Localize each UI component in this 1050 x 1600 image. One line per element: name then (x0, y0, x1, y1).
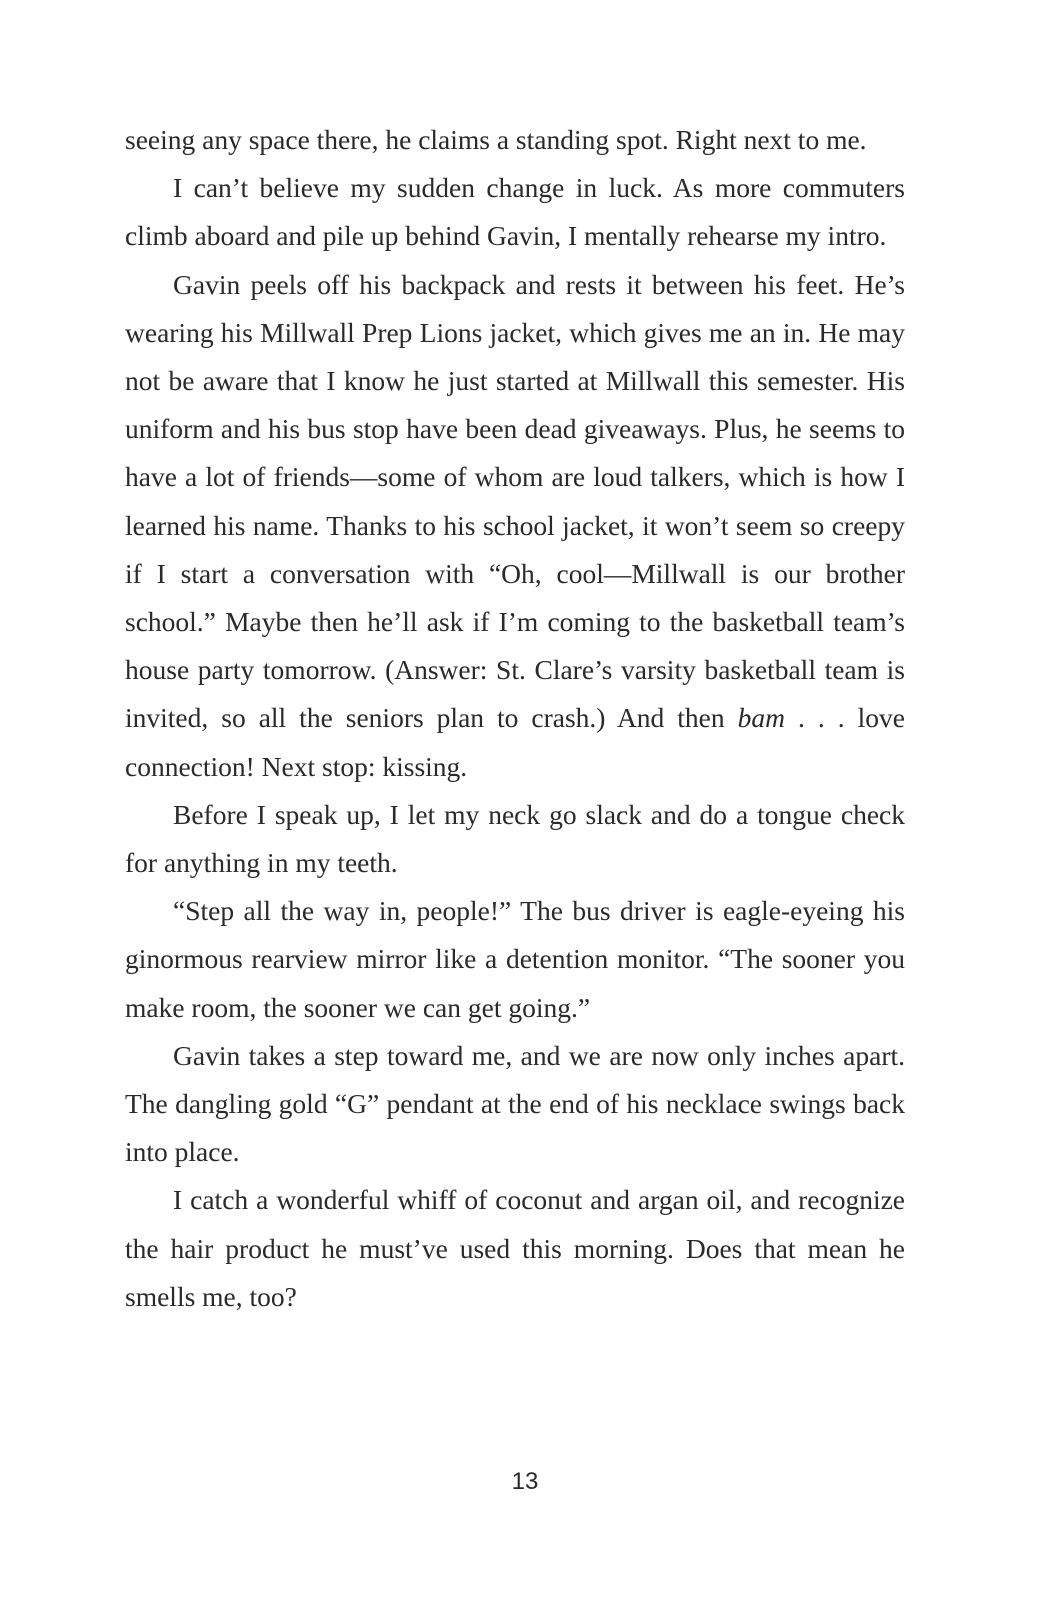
paragraph-5-text: “Step all the way in, people!” The bus driver is eagle-eyeing his ginormous rearview mirror like a detention monitor. “The sooner you make room, the sooner we can get going.” (125, 895, 905, 1023)
paragraph-7-text: I catch a wonderful whiff of coconut and argan oil, and recognize the hair product he must’ve used this morning. Does that mean he smells me, too? (125, 1184, 905, 1312)
paragraph-4-text: Before I speak up, I let my neck go slack and do a tongue check for anything in my teeth. (125, 798, 905, 879)
paragraph-3 (125, 261, 905, 791)
paragraph-3-text-after: . . . love connection! Next stop: kissing. (125, 702, 905, 782)
paragraph-1 (125, 116, 905, 164)
paragraph-2-text: I can’t believe my sudden change in luck. As more commuters climb aboard and pile up behind Gavin, I mentally rehearse my intro. (125, 172, 905, 252)
paragraph-3-italic: bam (737, 702, 786, 734)
paragraph-5 (125, 887, 905, 1032)
paragraph-4 (125, 791, 905, 887)
paragraph-3-text: Gavin peels off his backpack and rests it between his feet. He’s wearing his Millwall Prep Lions jacket, which gives me an in. He may not be aware that I know he just started at Millwall this semester. His uniform and his bus stop have been dead giveaways. Plus, he seems to have a lot of friends—some of whom are loud talkers, which is how I learned his name. Thanks to his school jacket, it won’t seem so creepy if I start a conversation with “Oh, cool—Millwall is our brother school.” Maybe then he’ll ask if I’m coming to the basketball team’s house party tomorrow. (Answer: St. Clare’s varsity basketball team is invited, so all the seniors plan to crash.) And then (125, 268, 905, 734)
paragraph-6 (125, 1032, 905, 1177)
page-number: 13 (511, 1468, 539, 1495)
paragraph-1-text: seeing any space there, he claims a standing spot. Right next to me. (125, 124, 867, 155)
paragraph-6-text: Gavin takes a step toward me, and we are now only inches apart. The dangling gold “G” pendant at the end of his necklace swings back into place. (125, 1039, 905, 1168)
body-text (125, 116, 905, 1321)
paragraph-2 (125, 164, 905, 260)
paragraph-7 (125, 1176, 905, 1321)
